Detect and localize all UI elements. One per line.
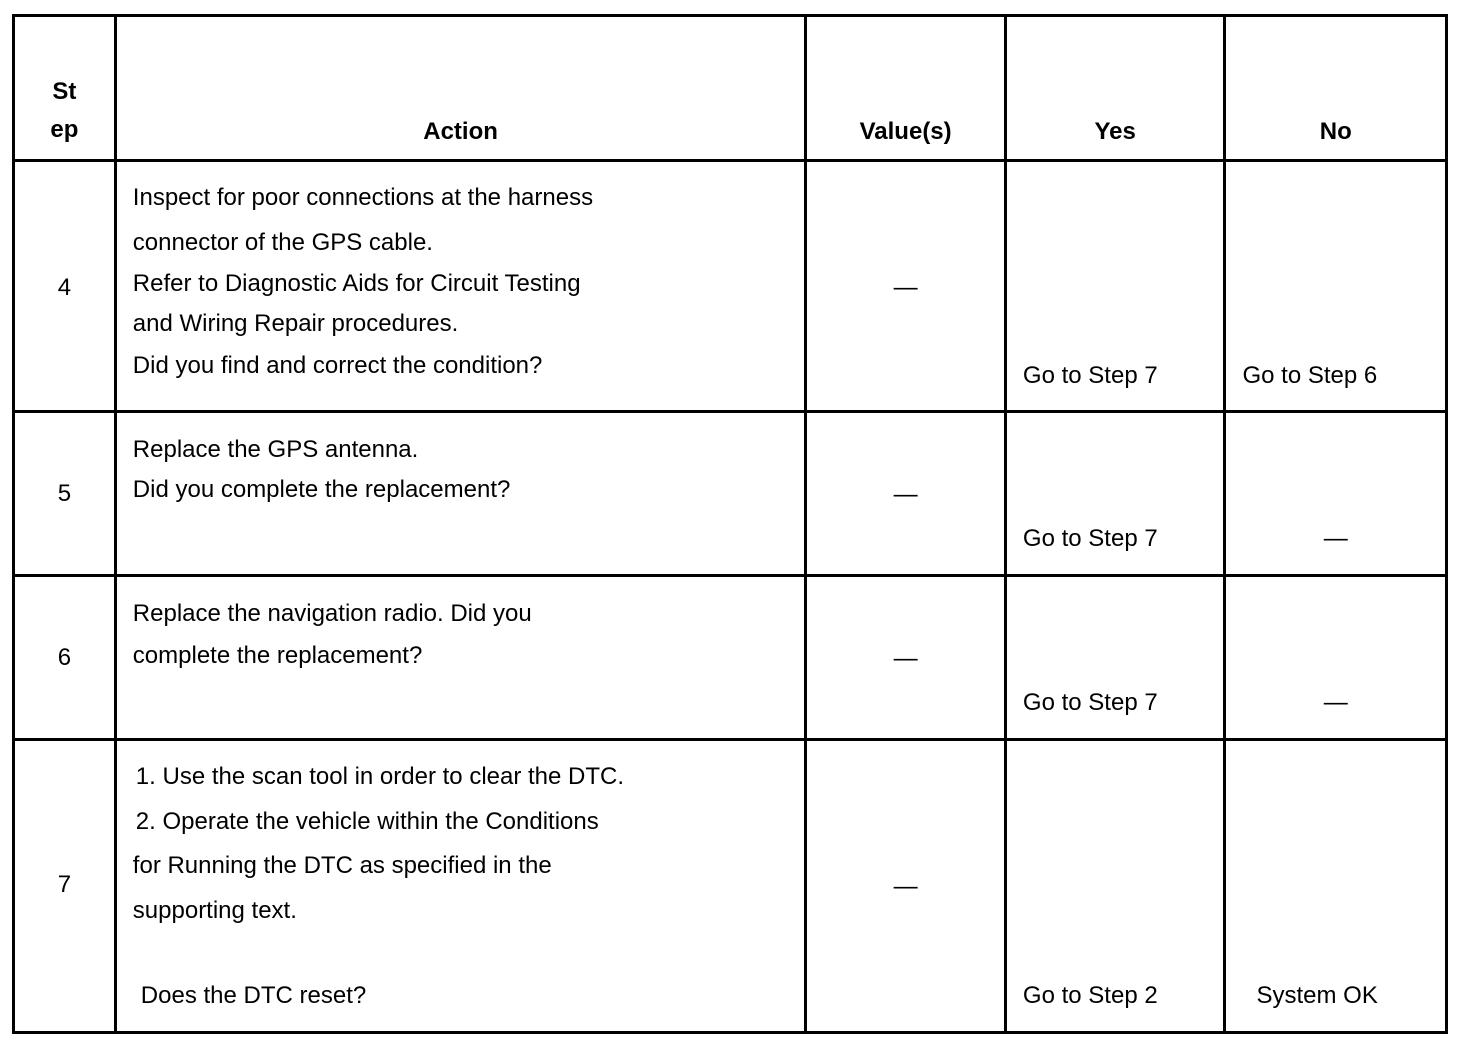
no-dash: — [1323,689,1348,716]
action-cell [117,162,808,410]
step-number: 4 [57,274,72,301]
no-result-text: System OK [1256,982,1378,1009]
step-number: 6 [57,644,72,671]
step-number: 5 [57,480,72,507]
action-line: 1. Use the scan tool in order to clear the DTC. [135,763,625,790]
header-step [15,73,114,149]
yes-cell [1007,413,1227,574]
no-cell [1226,162,1448,410]
action-line: Replace the GPS antenna. [132,436,419,463]
no-cell [1226,741,1448,1031]
yes-goto-link: Go to Step 7 [1022,525,1158,552]
action-line: and Wiring Repair procedures. [132,310,459,337]
action-line: Refer to Diagnostic Aids for Circuit Testing [132,270,581,297]
table-row [15,741,1448,1034]
yes-goto-link: Go to Step 7 [1022,689,1158,716]
value-cell [807,577,1007,738]
action-line: connector of the GPS cable. [132,229,433,256]
step-cell [15,162,117,410]
yes-goto-link: Go to Step 7 [1022,362,1158,389]
value-dash: — [893,274,918,301]
no-goto-link: Go to Step 6 [1242,362,1378,389]
action-line: Inspect for poor connections at the harness [132,184,594,211]
value-cell [807,413,1007,574]
no-cell [1226,413,1448,574]
header-action: Action [423,118,498,146]
header-values: Value(s) [859,118,952,146]
step-number: 7 [57,871,72,898]
table-header-row [15,17,1448,162]
action-line: 2. Operate the vehicle within the Conditions [135,808,599,835]
header-step-line1: St [52,78,77,105]
header-step-cell [15,17,117,159]
action-cell [117,413,808,574]
no-cell [1226,577,1448,738]
table-row [15,162,1448,413]
action-line: Did you find and correct the condition? [132,352,543,379]
step-cell [15,577,117,738]
table-row [15,577,1448,741]
header-step-line2: ep [50,116,79,143]
value-dash: — [893,873,918,900]
table-row [15,413,1448,577]
action-line: Replace the navigation radio. Did you [132,600,532,627]
diagnostic-table [12,14,1448,1034]
yes-cell [1007,577,1227,738]
action-line: complete the replacement? [132,642,423,669]
header-yes: Yes [1094,118,1136,146]
step-cell [15,413,117,574]
value-dash: — [893,645,918,672]
action-cell [117,741,808,1031]
yes-cell [1007,162,1227,410]
header-values-cell [807,17,1007,159]
yes-goto-link: Go to Step 2 [1022,982,1158,1009]
header-no-cell [1226,17,1448,159]
header-action-cell [117,17,808,159]
action-line: for Running the DTC as specified in the [132,852,552,879]
action-line: Does the DTC reset? [140,982,367,1009]
value-cell [807,162,1007,410]
step-cell [15,741,117,1031]
header-yes-cell [1007,17,1227,159]
action-cell [117,577,808,738]
yes-cell [1007,741,1227,1031]
action-line: supporting text. [132,897,297,924]
no-dash: — [1323,525,1348,552]
value-cell [807,741,1007,1031]
action-line: Did you complete the replacement? [132,476,511,503]
header-no: No [1319,118,1352,146]
value-dash: — [893,481,918,508]
